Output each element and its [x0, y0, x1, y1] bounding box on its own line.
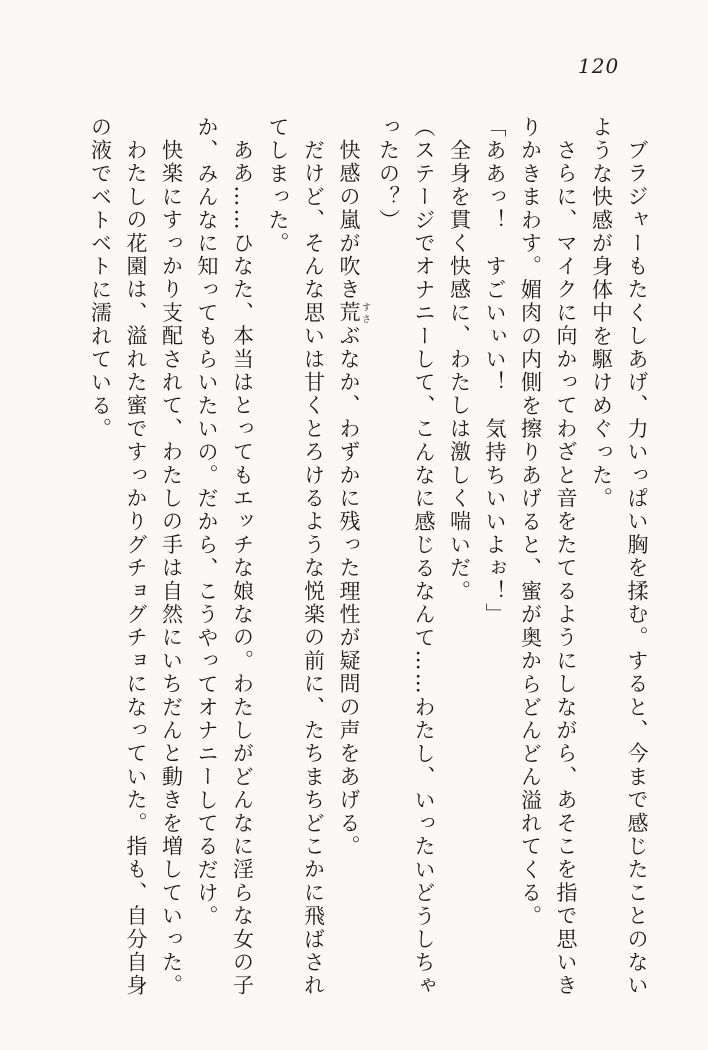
text-column: ブラジャーもたくしあげ、力いっぱい胸を揉む。すると、今まで感じたことのない [625, 139, 649, 998]
text-column: の液でベトベトに濡れている。 [88, 116, 113, 441]
text-column: 「ああっ！ すごいぃい！ 気持ちいいよぉ！」 [483, 116, 507, 627]
text-column: 全身を貫く快感に、わたしは激しく喘いだ。 [447, 139, 472, 603]
text-column: てしまった。 [266, 116, 290, 256]
text-column: だけど、そんな思いは甘くとろけるような悦楽の前に、たちまちどこかに飛ばされ [301, 139, 326, 998]
text-column: か、みんなに知ってもらいたいの。だから、こうやってオナニーしてるだけ。 [195, 116, 219, 928]
text-column: 快楽にすっかり支配されて、わたしの手は自然にいちだんと動きを増していった。 [159, 139, 184, 998]
text-column: ような快感が身体中を駆けめぐった。 [589, 116, 614, 511]
text-column: わたしの花園は、溢れた蜜ですっかりグチョグチョになっていた。指も、自分自身 [124, 139, 148, 998]
page-number: 120 [578, 54, 620, 78]
text-column: さらに、マイクに向かってわざと音をたてるようにしながら、あそこを指で思いき [554, 139, 578, 998]
text-column-container [82, 116, 654, 1008]
text-column: ああ……ひなた、本当はとってもエッチな娘なの。わたしがどんなに淫らな女の子 [230, 139, 255, 998]
text-column: りかきまわす。媚肉の内側を擦りあげると、蜜が奥からどんどん溢れてくる。 [518, 116, 543, 928]
text-column: 快感の嵐が吹き荒 すさぶなか、わずかに残った理性が疑問の声をあげる。 [337, 139, 370, 859]
text-column: ったの？） [376, 116, 401, 232]
text-column: （ステージでオナニーして、こんなに感じるなんて……わたし、いったいどうしちゃ [412, 116, 436, 998]
